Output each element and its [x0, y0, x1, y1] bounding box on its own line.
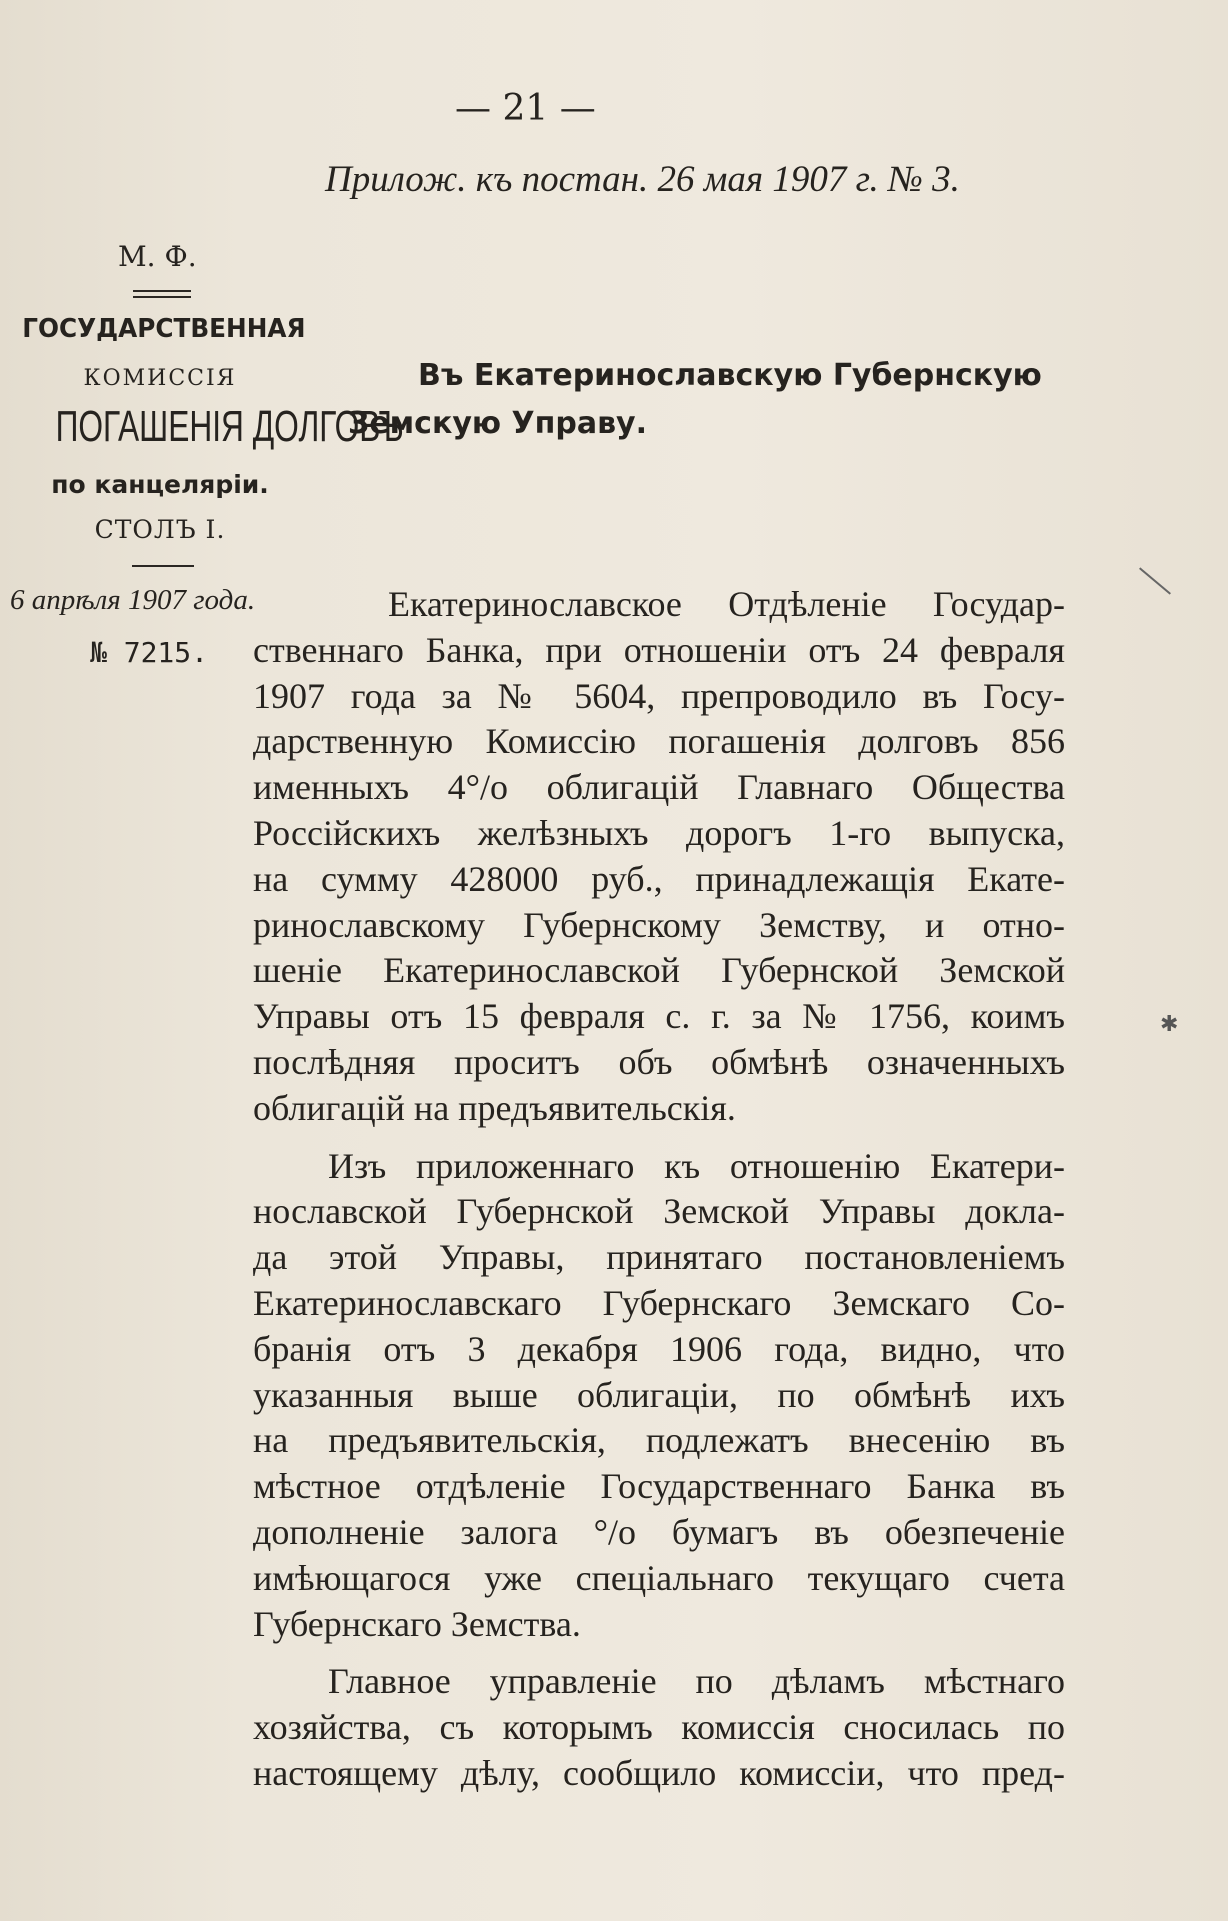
paragraph-2 — [253, 1144, 1065, 1648]
ministry-abbrev: М. Ф. — [118, 240, 197, 273]
text-line: Управы отъ 15 февраля с. г. за № 1756, коимъ — [253, 996, 1065, 1037]
text-line: на предъявительскія, подлежатъ внесенію въ — [253, 1420, 1065, 1461]
text-line: указанныя выше облигаціи, по обмѣнѣ ихъ — [253, 1374, 1065, 1415]
text-line: на сумму 428000 руб., принадлежащія Екате- — [253, 858, 1065, 899]
letter-date: 6 апрѣля 1907 года. — [10, 584, 256, 616]
addressee — [348, 352, 1068, 448]
text-line: дополненіе залога °/о бумагъ въ обезпеченіе — [253, 1511, 1065, 1552]
ink-spot: ✱ — [1160, 1012, 1179, 1037]
text-line: шеніе Екатеринославской Губернской Земской — [253, 950, 1065, 991]
text-line: облигацій на предъявительскія. — [253, 1087, 736, 1128]
divider — [133, 296, 191, 298]
text-line: ственнаго Банка, при отношеніи отъ 24 февраля — [253, 629, 1065, 670]
sender-state: ГОСУДАРСТВЕННАЯ — [22, 314, 306, 344]
text-line: нославской Губернской Земской Управы докла- — [253, 1191, 1065, 1232]
text-line: Губернскаго Земства. — [253, 1603, 581, 1644]
text-line: послѣдняя проситъ объ обмѣнѣ означенныхъ — [253, 1041, 1065, 1082]
text-line: бранія отъ 3 декабря 1906 года, видно, что — [253, 1328, 1065, 1369]
sender-office: по канцеляріи. — [51, 470, 269, 499]
text-line: Екатеринославскаго Губернскаго Земскаго Со- — [253, 1282, 1065, 1323]
letter-body — [253, 582, 1065, 1797]
text-line: Россійскихъ желѣзныхъ дорогъ 1-го выпуска, — [253, 812, 1065, 853]
text-line: да этой Управы, принятаго постановленіемъ — [253, 1237, 1065, 1278]
text-line: хозяйства, съ которымъ комиссія сносилась по — [253, 1707, 1065, 1748]
appendix-note: Прилож. къ постан. 26 мая 1907 г. № 3. — [325, 159, 960, 200]
divider — [132, 565, 194, 567]
text-line: 1907 года за № 5604, препроводило въ Госу- — [253, 675, 1065, 716]
text-line: Изъ приложеннаго къ отношенію Екатери- — [328, 1145, 1065, 1186]
sender-desk: СТОЛЪ I. — [94, 515, 226, 544]
page-number: — 21 — — [455, 88, 596, 129]
paragraph-1 — [253, 582, 1065, 1132]
divider — [133, 290, 191, 292]
text-line: именныхъ 4°/о облигацій Главнаго Общества — [253, 767, 1065, 808]
text-line: имѣющагося уже спеціальнаго текущаго счета — [253, 1557, 1065, 1598]
addressee-line: Земскую Управу. — [348, 406, 648, 441]
text-line: Екатеринославское Отдѣленіе Государ- — [388, 584, 1065, 624]
letter-number: № 7215. — [90, 636, 209, 669]
text-line: ринославскому Губернскому Земству, и отно- — [253, 904, 1065, 945]
sender-debt: ПОГАШЕНІЯ ДОЛГОВЪ — [55, 402, 404, 451]
sender-commission: КОМИССІЯ — [83, 366, 237, 391]
pencil-mark — [1139, 567, 1171, 594]
text-line: мѣстное отдѣленіе Государственнаго Банка въ — [253, 1466, 1065, 1507]
text-line: настоящему дѣлу, сообщило комиссіи, что пред- — [253, 1752, 1065, 1793]
text-line: дарственную Комиссію погашенія долговъ 856 — [253, 721, 1065, 762]
addressee-line: Въ Екатеринославскую Губернскую — [418, 358, 1042, 393]
text-line: Главное управленіе по дѣламъ мѣстнаго — [328, 1661, 1065, 1702]
paragraph-3 — [253, 1659, 1065, 1796]
